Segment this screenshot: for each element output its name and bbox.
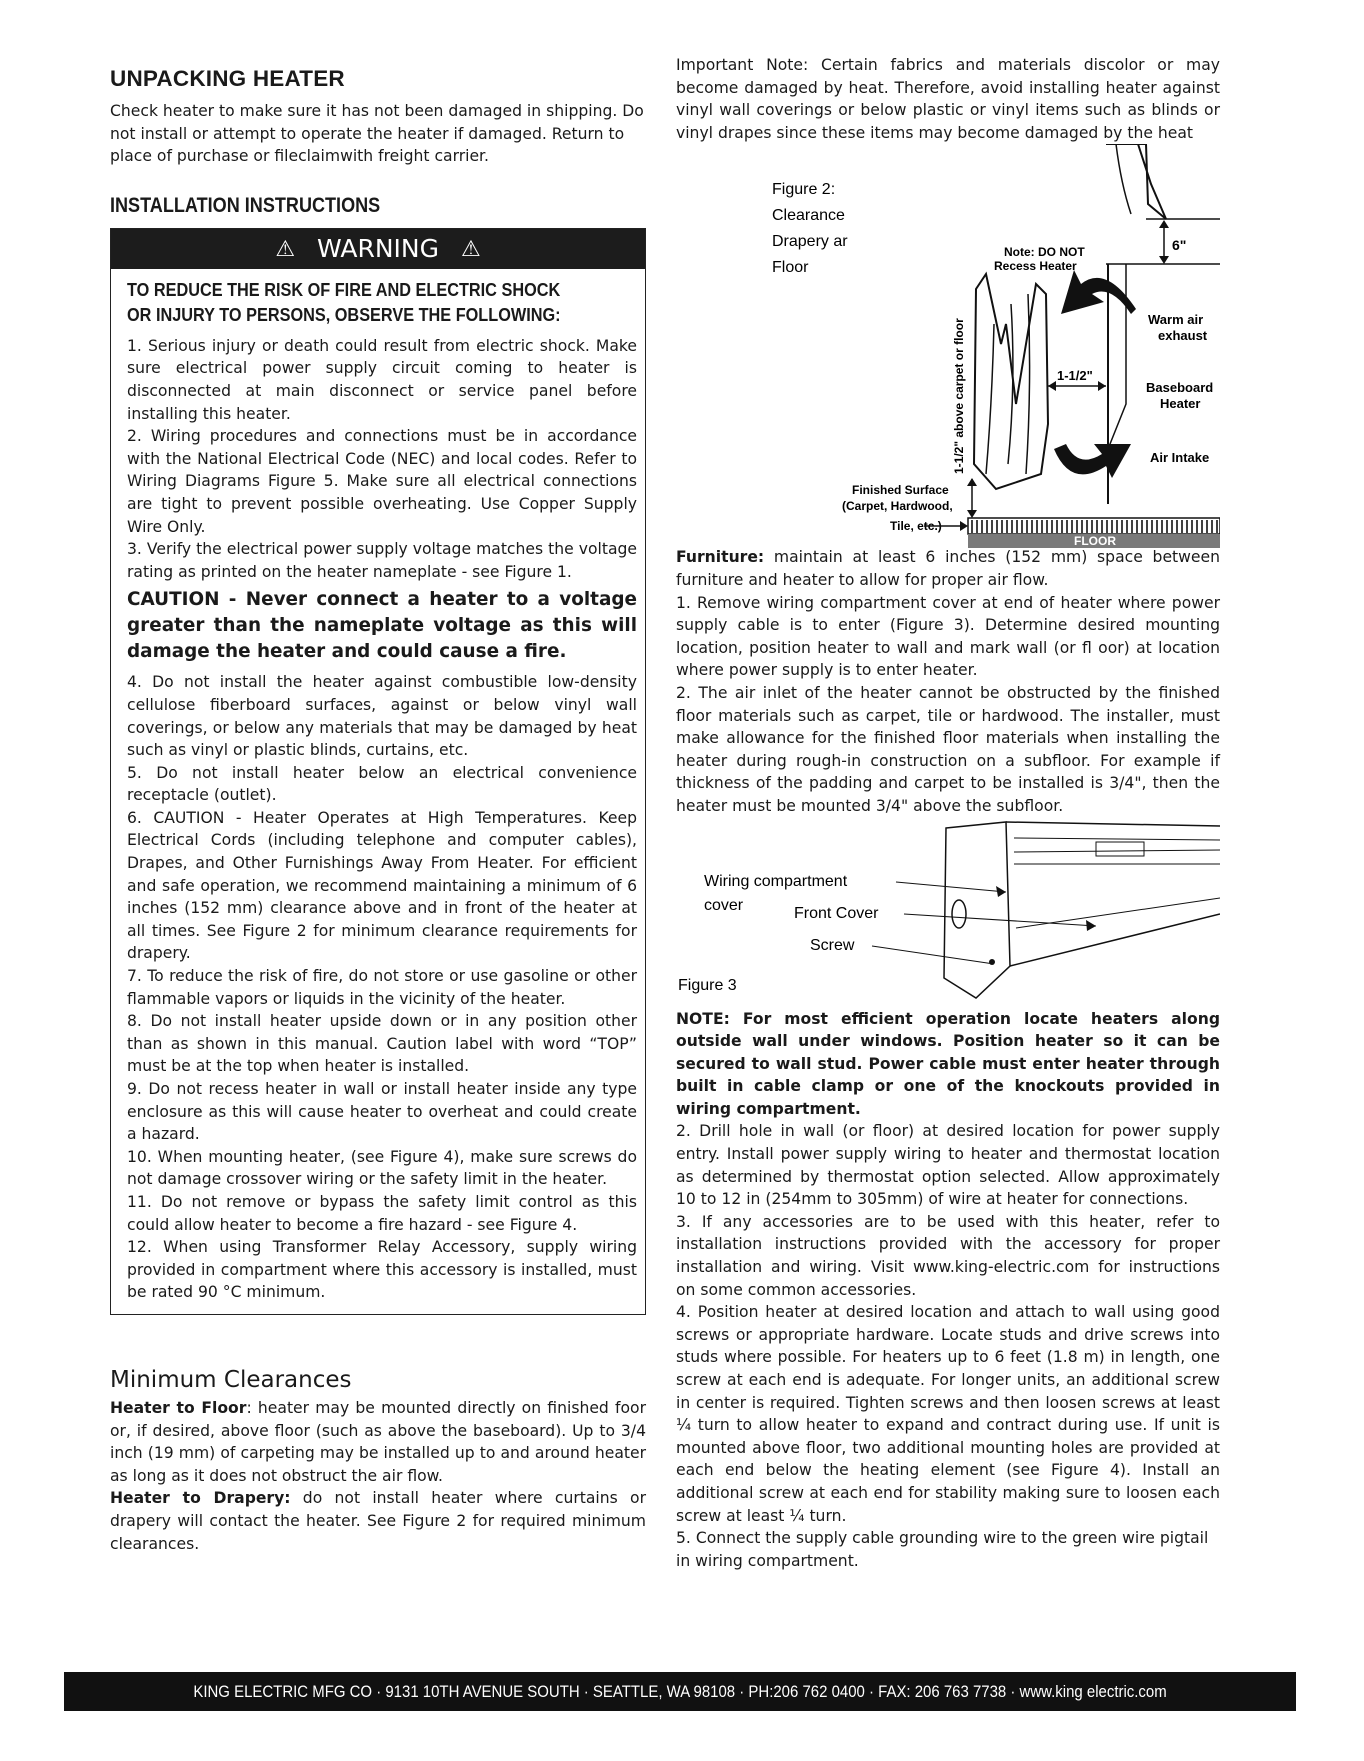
fig2-caption-line: Figure 2:	[772, 181, 836, 199]
step-5: 5. Connect the supply cable grounding wire to the green wire pigtail in wiring compartment.	[676, 1529, 1209, 1570]
footer-bar	[64, 1672, 1296, 1711]
right-column	[676, 54, 1220, 1572]
curtain-fold	[1116, 144, 1131, 214]
one-half-label: 1-1/2"	[1057, 368, 1093, 384]
leader-line	[896, 882, 1006, 892]
fig2-caption-line: Drapery ar	[772, 233, 848, 251]
arrow-icon	[1048, 381, 1056, 391]
step-2b: 2. Drill hole in wall (or floor) at desired location for power supply entry. Install power supply wiring to heater and thermostat location as determined by thermostat option selected. Allow approximately 10 to 12 in (254mm to 305mm) of wire at heater for connections.	[676, 1122, 1220, 1209]
warning-item: 11. Do not remove or bypass the safety limit control as this could allow heater to become a fire hazard - see Figure 4.	[127, 1192, 637, 1234]
warning-label: WARNING	[317, 233, 439, 263]
figure-2-drawing	[676, 144, 1220, 554]
warning-item: 12. When using Transformer Relay Accessory, supply wiring provided in compartment where this accessory is installed, must be rated 90 °C minimum.	[127, 1238, 637, 1302]
finished-surface-label-2: (Carpet, Hardwood,	[842, 499, 953, 514]
footer-text: KING ELECTRIC MFG CO · 9131 10TH AVENUE SOUTH · SEATTLE, WA 98108 · PH:206 762 0400 · FAX: 206 763 7738 · www.king electric.com	[193, 1682, 1167, 1701]
air-intake-arrow-icon	[1054, 444, 1131, 478]
warning-item: 2. Wiring procedures and connections must be in accordance with the National Electrical Code (NEC) and local codes. Refer to Wiring Diagrams Figure 5. Make sure all electrical connections are tight to prevent possible overheating. Use Copper Supply Wire Only.	[127, 427, 637, 536]
figure-3	[676, 818, 1220, 1008]
curtain-fold	[1008, 304, 1013, 464]
baseboard-label-2: Heater	[1160, 396, 1201, 412]
figure-2	[676, 144, 1220, 554]
heater-top-edge	[1006, 822, 1220, 826]
curtain-fold	[1026, 294, 1030, 474]
step-1: 1. Remove wiring compartment cover at end of heater where power supply cable is to enter (Figure 3). Determine desired mounting location, position heater to wall and mark wall (or fl oor) at location where power supply is to enter heater.	[676, 593, 1220, 680]
finished-surface-label-3: Tile, etc.)	[890, 519, 942, 534]
unpacking-text: Check heater to make sure it has not been damaged in shipping. Do not install or attempt to operate the heater if damaged. Return to place of purchase or fileclaimwith freight carrier.	[110, 102, 644, 166]
floor-label: FLOOR	[1074, 534, 1116, 549]
drapery-clearance-text	[110, 1487, 646, 1555]
arrow-icon	[1159, 220, 1169, 228]
figure-3-drawing	[676, 818, 1220, 1008]
fig2-caption-line: Clearance	[772, 207, 845, 225]
warning-item: 7. To reduce the risk of fire, do not store or use gasoline or other flammable vapors or liquids in the vicinity of the heater.	[127, 967, 637, 1008]
left-column	[110, 54, 646, 1555]
curtain-top-shape	[1106, 144, 1166, 219]
heater-end-cap	[944, 822, 1010, 998]
vertical-clearance-label: 1-1/2" above carpet or floor	[952, 318, 966, 475]
warning-triangle-icon: ⚠	[275, 236, 296, 262]
furniture-body: maintain at least 6 inches (152 mm) space between furniture and heater to allow for proper air flow.	[676, 548, 1220, 589]
warning-item: 4. Do not install the heater against combustible low-density cellulose fiberboard surfaces, against or below vinyl wall coverings, or below any materials that may be damaged by heat such as vinyl or plastic blinds, curtains, etc.	[127, 673, 637, 760]
min-clearances-title: Minimum Clearances	[110, 1366, 352, 1393]
step-2a: 2. The air inlet of the heater cannot be obstructed by the finished floor materials such as carpet, tile or hardwood. The installer, must make allowance for the finished floor materials when installing the heater during rough-in construction on a subfloor. For example if thickness of the padding and carpet to be installed is 3/4", then the heater must be mounted 3/4" above the subfloor.	[676, 683, 1220, 815]
wiring-compartment-label-2: cover	[704, 896, 744, 914]
heater-front-line	[1016, 898, 1220, 928]
fig2-note-line-2: Recess Heater	[994, 259, 1077, 274]
warm-air-label-2: exhaust	[1158, 328, 1208, 344]
step-4: 4. Position heater at desired location and attach to wall using good screws or appropriate hardware. Locate studs and drive screws into studs where possible. For heaters up to 6 feet (1.8 m) in length, one screw at each end is adequate. For longer units, an additional screw in center is required. Tighten screws and then loosen screws at least ¼ turn to allow heater to expand and contract during use. If unit is mounted above floor, two additional mounting holes are provided at each end below the heating element (see Figure 4). Install an additional screw at each end for stability making sure to loosen each screw at least ¼ turn.	[676, 1303, 1220, 1525]
warning-item: 1. Serious injury or death could result from electric shock. Make sure electrical power supply circuit coming to heater is disconnected at main disconnect or service panel before installing this heater.	[127, 336, 637, 423]
warning-item: 9. Do not recess heater in wall or install heater inside any type enclosure as this will cause heater to overheat and could create a hazard.	[127, 1080, 637, 1144]
arrow-icon	[1159, 256, 1169, 264]
arrow-icon	[1086, 920, 1096, 931]
floor-text: : heater may be mounted directly on finished foor or, if desired, above floor (such as above the baseboard). Up to 3/4 inch (19 mm) of carpeting may be installed up to and around heater as long as it does not obstruct the air flow.	[110, 1398, 646, 1485]
step-3: 3. If any accessories are to be used with this heater, refer to installation instructions provided with the accessory for proper installation and wiring. Visit www.king-electric.com for instructions on some common accessories.	[676, 1212, 1220, 1299]
unpacking-title: UNPACKING HEATER	[110, 66, 345, 91]
warning-subtitle-line-1: TO REDUCE THE RISK OF FIRE AND ELECTRIC SHOCK	[127, 278, 561, 300]
installation-title: INSTALLATION INSTRUCTIONS	[110, 193, 381, 217]
warning-item: 6. CAUTION - Heater Operates at High Temperatures. Keep Electrical Cords (including telephone and computer cables), Drapes, and Other Furnishings Away From Heater. For efficient and safe operation, we recommend maintaining a minimum of 6 inches (152 mm) clearance above and in front of the heater at all times. See Figure 2 for minimum clearance requirements for drapery.	[127, 808, 637, 963]
arrow-icon	[967, 478, 977, 486]
warning-subtitle	[127, 277, 576, 327]
warm-air-label-1: Warm air	[1148, 312, 1204, 328]
knockout-hole	[952, 900, 966, 928]
heater-bottom-edge	[1010, 914, 1220, 966]
warning-item: 10. When mounting heater, (see Figure 4), make sure screws do not damage crossover wiring or the safety limit in the heater.	[127, 1147, 637, 1189]
caution-text: CAUTION - Never connect a heater to a voltage greater than the nameplate voltage as this will damage the heater and could cause a fire.	[127, 589, 637, 663]
warning-item: 5. Do not install heater below an electrical convenience receptacle (outlet).	[127, 763, 637, 805]
air-intake-label: Air Intake	[1150, 450, 1210, 466]
drapery-label: Heater to Drapery:	[110, 1489, 291, 1508]
wiring-compartment-label-1: Wiring compartment	[704, 872, 848, 890]
heater-bracket	[1096, 842, 1144, 856]
drapery-text: do not install heater where curtains or drapery will contact the heater. See Figure 2 for required minimum clearances.	[110, 1489, 646, 1553]
warning-item: 3. Verify the electrical power supply voltage matches the voltage rating as printed on the heater nameplate - see Figure 1.	[127, 540, 637, 581]
floor-label: Heater to Floor	[110, 1398, 247, 1417]
front-cover-label: Front Cover	[794, 904, 879, 922]
arrow-icon	[960, 521, 968, 531]
six-inch-label: 6"	[1172, 237, 1187, 254]
arrow-icon	[967, 510, 977, 518]
important-note: Important Note: Certain fabrics and materials discolor or may become damaged by heat. Therefore, avoid installing heater against vinyl wall coverings or below plastic or vinyl items such as blinds or vinyl drapes since these items may become damaged by the heat	[676, 56, 1220, 142]
fig2-caption-line: Floor	[772, 259, 809, 277]
furniture-label: Furniture:	[676, 548, 765, 567]
baseboard-label-1: Baseboard	[1146, 380, 1214, 396]
warning-item: 8. Do not install heater upside down or in any position other than as shown in this manual. Caution label with word “TOP” must be at the top when heater is installed.	[127, 1012, 637, 1076]
leader-line	[872, 946, 994, 964]
finished-surface-label-1: Finished Surface	[852, 483, 949, 498]
warning-header	[111, 229, 645, 269]
warning-box	[110, 228, 646, 1315]
warning-subtitle-line-2: OR INJURY TO PERSONS, OBSERVE THE FOLLOWING:	[127, 303, 561, 325]
fig2-note-line-1: Note: DO NOT	[1004, 245, 1085, 260]
arrow-icon	[1098, 381, 1106, 391]
floor-clearance-text	[110, 1397, 646, 1487]
arrow-icon	[996, 886, 1006, 897]
curtain-fold	[986, 324, 994, 474]
warning-triangle-icon: ⚠	[460, 236, 481, 262]
screw-label: Screw	[810, 936, 855, 954]
figure-3-caption: Figure 3	[678, 976, 737, 994]
warm-air-arrow-icon	[1061, 270, 1136, 314]
warning-body	[111, 269, 645, 1314]
efficiency-note: NOTE: For most efficient operation locate heaters along outside wall under windows. Position heater so it can be secured to wall stud. Power cable must enter heater through built in cable clamp or one of the knockouts provided in wiring compartment.	[676, 1009, 1220, 1118]
